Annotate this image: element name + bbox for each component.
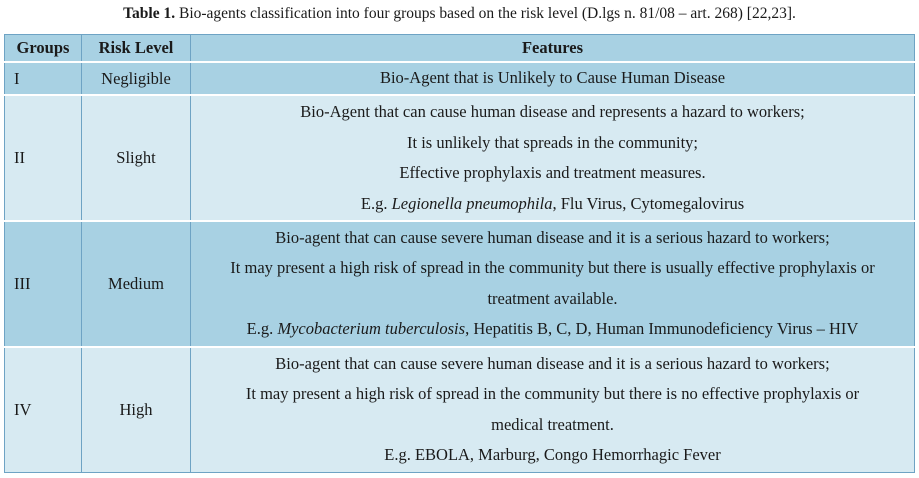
feature-line: Bio-agent that can cause severe human disease and it is a serious hazard to workers; [275,227,830,247]
table-row [5,221,915,347]
example-species: Mycobacterium tuberculosis [277,319,466,339]
features-cell [191,95,915,221]
feature-line: Effective prophylaxis and treatment measures. [399,163,706,182]
features-cell [191,347,915,473]
features-cell [191,62,915,95]
table-row [5,62,915,95]
example-rest: , Flu Virus, Cytomegalovirus [552,193,745,213]
risk-cell: Negligible [82,62,191,95]
header-features: Features [191,35,915,63]
bio-agents-table [4,34,915,473]
table-caption [0,4,919,24]
group-cell: II [5,95,82,221]
group-cell: I [5,62,82,95]
caption-text: Bio-agents classification into four groups based on the risk level (D.lgs n. 81/08 – art. 268) [22,23]. [178,5,796,22]
feature-line: Bio-Agent that can cause human disease and represents a hazard to workers; [300,102,805,121]
feature-line: It is unlikely that spreads in the community; [407,132,698,152]
table-row [5,347,915,473]
table-row [5,95,915,221]
example-prefix: E.g. [246,319,278,339]
example-rest: , Hepatitis B, C, D, Human Immunodeficiency Virus – HIV [465,319,859,339]
risk-cell: Medium [82,221,191,347]
example-line: E.g. EBOLA, Marburg, Congo Hemorrhagic Fever [384,445,721,465]
example-species: Legionella pneumophila [391,193,553,213]
example-line [195,314,910,345]
feature-line: medical treatment. [491,414,614,434]
caption-label: Table 1. [123,5,176,22]
example-prefix: E.g. [360,193,392,213]
risk-cell: Slight [82,95,191,221]
header-risk-level: Risk Level [82,35,191,63]
feature-line: It may present a high risk of spread in the community but there is usually effective prophylaxis or [230,258,875,278]
example-line [195,189,910,220]
feature-line: treatment available. [487,288,618,308]
feature-line: It may present a high risk of spread in the community but there is no effective prophylaxis or [245,384,860,404]
group-cell: IV [5,347,82,473]
group-cell: III [5,221,82,347]
header-row [5,35,915,63]
feature-line: Bio-agent that can cause severe human disease and it is a serious hazard to workers; [275,353,830,373]
risk-cell: High [82,347,191,473]
features-cell [191,221,915,347]
header-groups: Groups [5,35,82,63]
feature-line: Bio-Agent that is Unlikely to Cause Human Disease [379,68,726,88]
